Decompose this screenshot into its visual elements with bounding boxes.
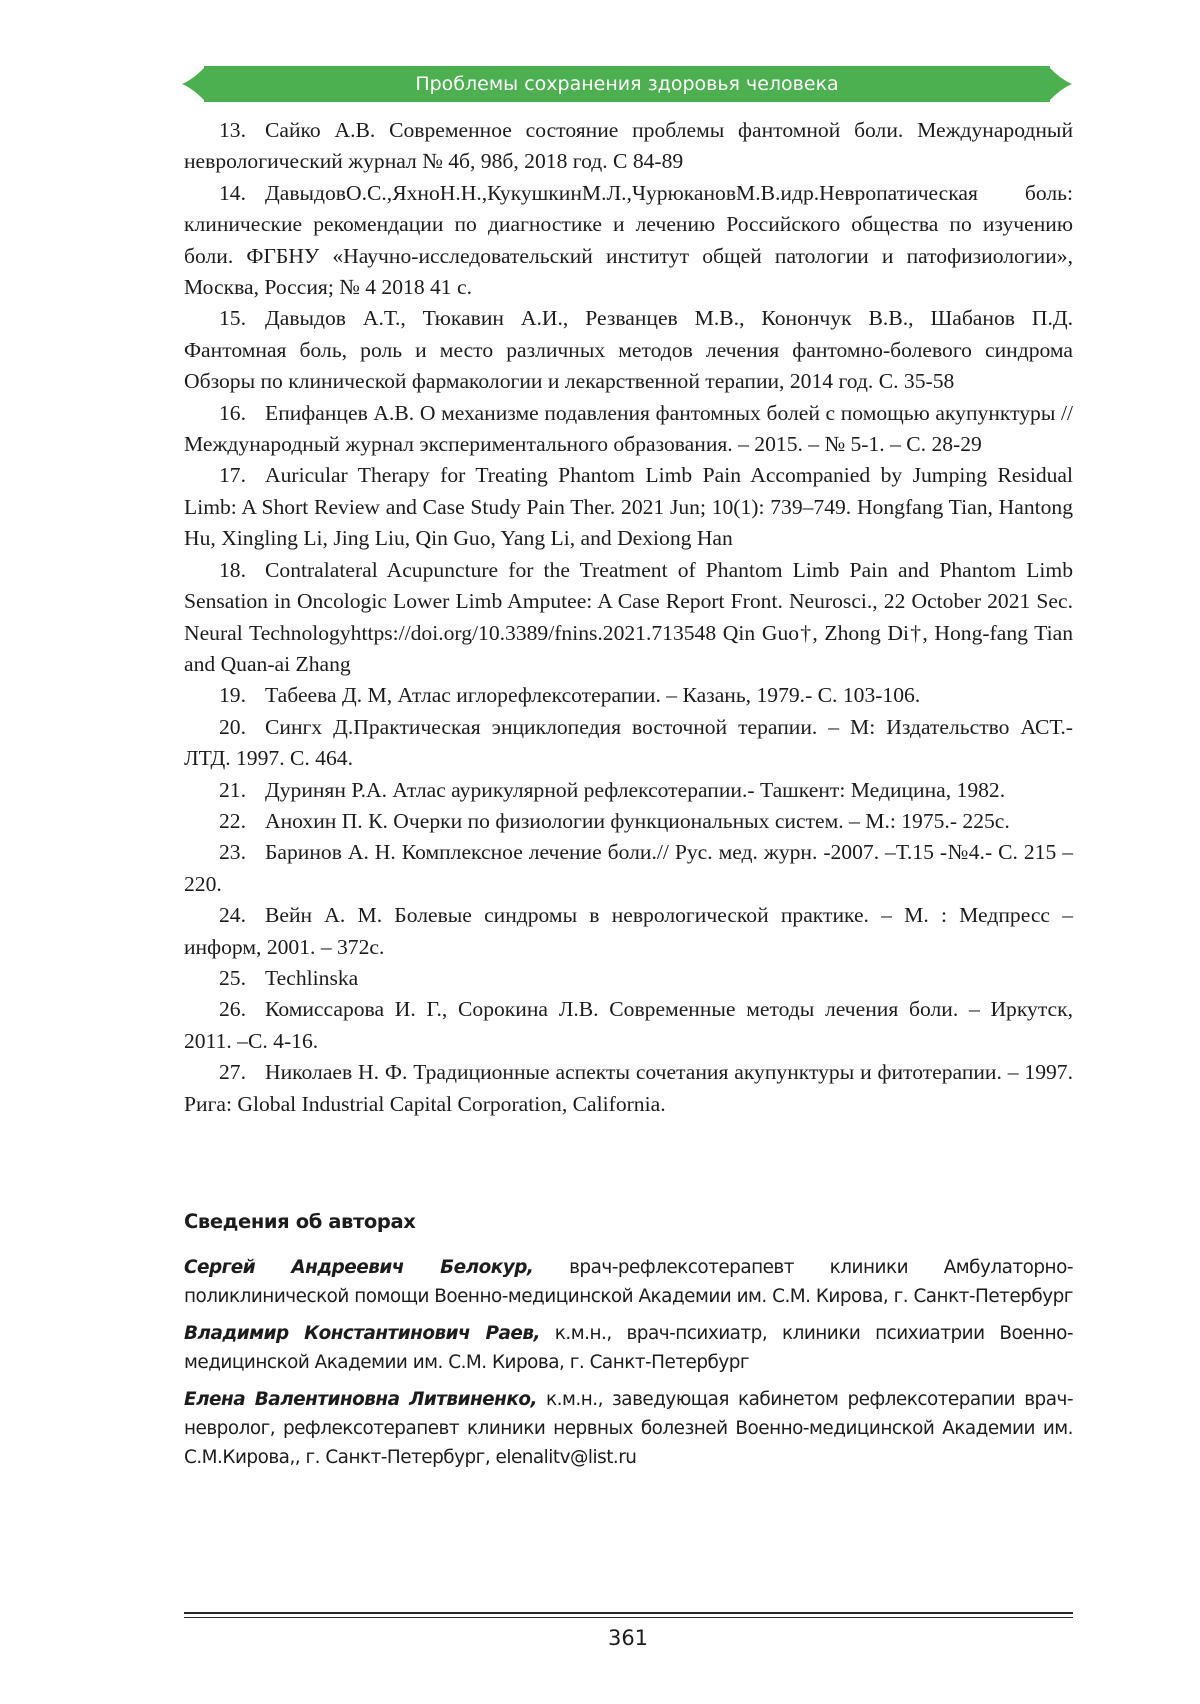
- author-details: врач-рефлексотерапевт клиники Амбулаторно-поликлинической помощи Военно-медицинской Академии им. С.М. Кирова, г. Санкт-Петербург: [184, 1257, 1073, 1307]
- reference-text: Techlinska: [265, 965, 359, 990]
- reference-text: Комиссарова И. Г., Сорокина Л.В. Современные методы лечения боли. – Иркутск, 2011. –С. 4-16.: [184, 997, 1073, 1053]
- author-entry: [184, 1254, 1073, 1311]
- reference-number: 18.: [219, 557, 246, 582]
- page-number: 361: [607, 1626, 649, 1650]
- reference-text: Сайко А.В. Современное состояние проблемы фантомной боли. Международный неврологический журнал № 4б, 98б, 2018 год. С 84-89: [184, 118, 1073, 174]
- reference-item: [184, 712, 1073, 775]
- reference-text: Вейн А. М. Болевые синдромы в неврологической практике. – М. : Медпресс – информ, 2001. – 372с.: [184, 903, 1073, 959]
- reference-text: Дуринян Р.А. Атлас аурикулярной рефлексотерапии.- Ташкент: Медицина, 1982.: [265, 777, 1006, 802]
- reference-item: [184, 994, 1073, 1057]
- author-details: к.м.н., врач-психиатр, клиники психиатрии Военно-медицинской Академии им. С.М. Кирова, г. Санкт-Петербург: [184, 1323, 1073, 1373]
- reference-number: 27.: [219, 1060, 246, 1085]
- reference-number: 19.: [219, 683, 246, 708]
- reference-list: [184, 115, 1073, 1120]
- reference-number: 25.: [219, 965, 246, 990]
- reference-number: 20.: [219, 714, 246, 739]
- reference-text: Николаев Н. Ф. Традиционные аспекты сочетания акупунктуры и фитотерапии. – 1997. Рига: Global Industrial Capital Corporation, California.: [184, 1060, 1073, 1116]
- authors-heading: Сведения об авторах: [184, 1210, 416, 1233]
- reference-item: [184, 775, 1073, 806]
- reference-number: 13.: [219, 118, 246, 142]
- reference-item: [184, 303, 1073, 397]
- reference-item: [184, 963, 1073, 994]
- reference-item: [184, 115, 1073, 178]
- reference-item: [184, 398, 1073, 461]
- reference-text: ДавыдовО.С.,ЯхноН.Н.,КукушкинМ.Л.,ЧурюкановМ.В.идр.Невропатическая боль: клинические рекомендации по диагностике и лечению Российского общества по изучению боли. ФГБНУ «Научно-исследовательский институт общей патологии и патофизиологии», Москва, Россия; № 4 2018 41 с.: [184, 180, 1073, 300]
- reference-text: Баринов А. Н. Комплексное лечение боли.// Рус. мед. журн. -2007. –Т.15 -№4.- С. 215 – 220.: [184, 840, 1073, 896]
- reference-item: [184, 837, 1073, 900]
- reference-number: 17.: [219, 463, 246, 488]
- reference-number: 24.: [219, 903, 246, 928]
- reference-text: Auricular Therapy for Treating Phantom Limb Pain Accompanied by Jumping Residual Limb: A Short Review and Case Study Pain Ther. 2021 Jun; 10(1): 739–749. Hongfang Tian, Hantong Hu, Xingling Li, Jing Liu, Qin Guo, Yang Li, and Dexiong Han: [184, 463, 1073, 551]
- reference-number: 26.: [219, 997, 246, 1022]
- reference-number: 15.: [219, 306, 246, 331]
- reference-text: Сингх Д.Практическая энциклопедия восточной терапии. – М: Издательство АСТ.- ЛТД. 1997. С. 464.: [184, 714, 1073, 771]
- reference-number: 21.: [219, 777, 246, 802]
- reference-item: [184, 900, 1073, 963]
- header-title: Проблемы сохранения здоровья человека: [415, 73, 839, 95]
- author-name: Елена Валентиновна Литвиненко,: [184, 1389, 537, 1411]
- reference-number: 16.: [219, 400, 246, 425]
- reference-item: [184, 178, 1073, 304]
- author-entry: [184, 1386, 1073, 1472]
- reference-number: 22.: [219, 808, 246, 833]
- reference-text: Епифанцев А.В. О механизме подавления фантомных болей с помощью акупунктуры // Международный журнал экспериментального образования. – 2015. – № 5-1. – С. 28-29: [184, 400, 1073, 457]
- reference-item: [184, 460, 1073, 554]
- reference-item: [184, 680, 1073, 711]
- reference-number: 23.: [219, 840, 246, 865]
- reference-text: Анохин П. К. Очерки по физиологии функциональных систем. – М.: 1975.- 225с.: [265, 808, 1010, 833]
- author-name: Владимир Константинович Раев,: [184, 1323, 540, 1345]
- reference-item: [184, 1057, 1073, 1120]
- author-name: Сергей Андреевич Белокур,: [184, 1257, 534, 1278]
- running-header: [182, 66, 1072, 102]
- reference-item: [184, 806, 1073, 837]
- authors-list: [184, 1254, 1073, 1481]
- footer-divider: [184, 1612, 1073, 1614]
- author-entry: [184, 1320, 1073, 1377]
- reference-number: 14.: [219, 180, 246, 205]
- reference-text: Давыдов А.Т., Тюкавин А.И., Резванцев М.В., Конончук В.В., Шабанов П.Д. Фантомная боль, роль и место различных методов лечения фантомно-болевого синдрома Обзоры по клинической фармакологии и лекарственной терапии, 2014 год. С. 35-58: [184, 306, 1073, 394]
- author-details: к.м.н., заведующая кабинетом рефлексотерапии врач-невролог, рефлексотерапевт клиники нервных болезней Военно-медицинской Академии им. С.М.Кирова,, г. Санкт-Петербург, elenalitv@list.ru: [184, 1389, 1073, 1468]
- footer-divider-thin: [184, 1617, 1073, 1618]
- reference-text: Contralateral Acupuncture for the Treatment of Phantom Limb Pain and Phantom Limb Sensation in Oncologic Lower Limb Amputee: A Case Report Front. Neurosci., 22 October 2021 Sec. Neural Technologyhttps://doi.org/10.3389/fnins.2021.713548 Qin Guo†, Zhong Di†, Hong-fang Tian and Quan-ai Zhang: [184, 557, 1073, 676]
- reference-item: [184, 555, 1073, 681]
- reference-text: Табеева Д. М, Атлас иглорефлексотерапии. – Казань, 1979.- С. 103-106.: [265, 683, 921, 708]
